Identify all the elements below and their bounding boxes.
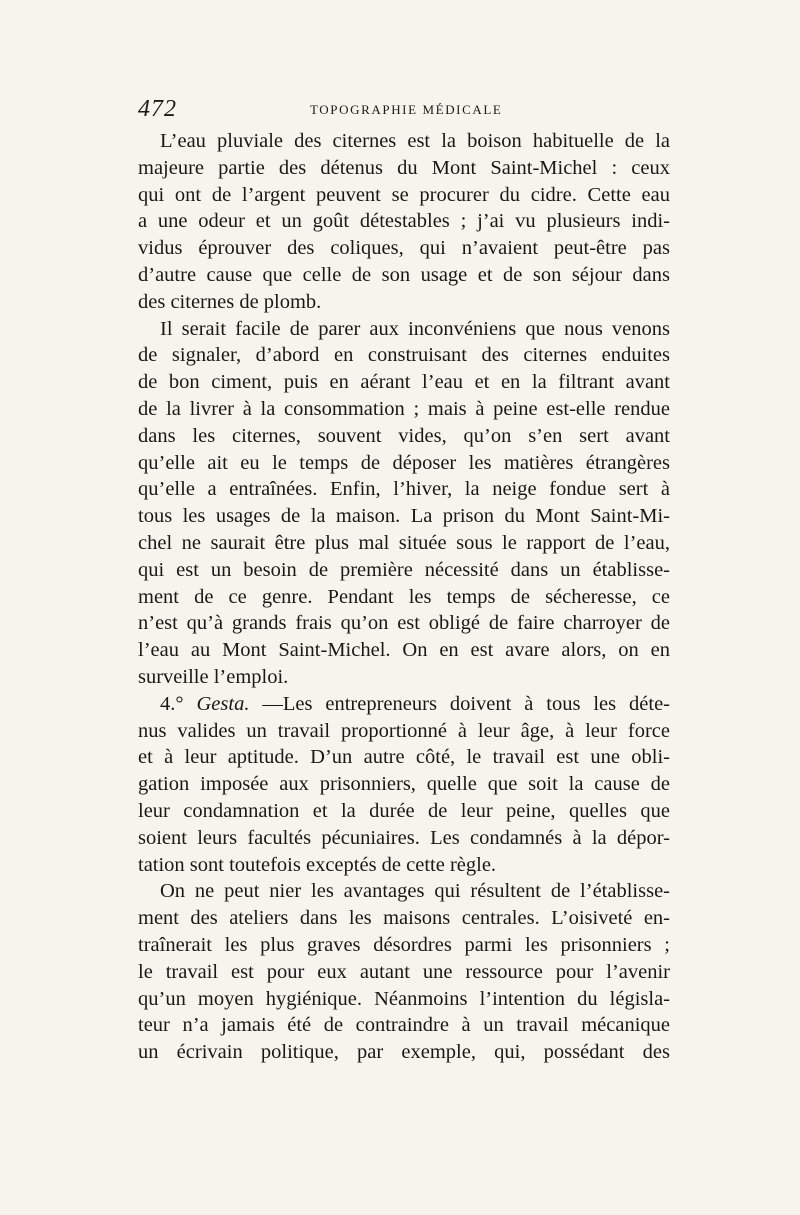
text-line: n’est qu’à grands frais qu’on est obligé de faire charroyer de	[138, 612, 670, 635]
section-title: Gesta.	[196, 692, 250, 715]
text-line: Il serait facile de parer aux inconvéniens que nous venons	[160, 317, 670, 340]
text-line: dans les citernes, souvent vides, qu’on s’en sert avant	[138, 424, 670, 447]
text-line: nus valides un travail proportionné à leur âge, à leur force	[138, 719, 670, 742]
text-line: tation sont toutefois exceptés de cette règle.	[138, 853, 497, 876]
text-line: qui est un besoin de première nécessité dans un établisse-	[138, 558, 670, 581]
text-line: traînerait les plus graves désordres parmi les prisonniers ;	[138, 933, 670, 956]
page-header	[138, 96, 668, 124]
section-dash: —	[262, 692, 283, 715]
text-line: de bon ciment, puis en aérant l’eau et en la filtrant avant	[138, 371, 670, 394]
text-line: majeure partie des détenus du Mont Saint-Michel : ceux	[138, 156, 670, 179]
text-line: qu’un moyen hygiénique. Néanmoins l’intention du législa-	[138, 987, 670, 1010]
text-line: tous les usages de la maison. La prison du Mont Saint-Mi-	[138, 505, 670, 528]
text-line: l’eau au Mont Saint-Michel. On en est avare alors, on en	[138, 639, 670, 662]
text-line: soient leurs facultés pécuniaires. Les condamnés à la dépor-	[138, 826, 670, 849]
text-line: teur n’a jamais été de contraindre à un travail mécanique	[138, 1014, 670, 1037]
text-line: surveille l’emploi.	[138, 665, 289, 688]
text-line: leur condamnation et la durée de leur peine, quelles que	[138, 799, 670, 822]
text-line: qu’elle a entraînées. Enfin, l’hiver, la neige fondue sert à	[138, 478, 670, 501]
body-text	[138, 128, 670, 1066]
text-line: et à leur aptitude. D’un autre côté, le travail est une obli-	[138, 746, 670, 769]
text-line: L’eau pluviale des citernes est la boison habituelle de la	[160, 130, 670, 152]
text-line: ment de ce genre. Pendant les temps de sécheresse, ce	[138, 585, 670, 608]
text-line: qui ont de l’argent peuvent se procurer du cidre. Cette eau	[138, 183, 670, 206]
text-line: un écrivain politique, par exemple, qui, possédant des	[138, 1041, 670, 1064]
text-line: qu’elle ait eu le temps de déposer les matières étrangères	[138, 451, 670, 474]
text-line: gation imposée aux prisonniers, quelle que soit la cause de	[138, 773, 670, 796]
section-number: 4.°	[160, 692, 184, 715]
text-line: des citernes de plomb.	[138, 290, 322, 313]
text-line: de signaler, d’abord en construisant des citernes enduites	[138, 344, 670, 367]
page-number: 472	[138, 96, 177, 122]
text-line: ment des ateliers dans les maisons centrales. L’oisiveté en-	[138, 907, 670, 930]
text-line: vidus éprouver des coliques, qui n’avaient peut-être pas	[138, 237, 670, 260]
text-line: le travail est pour eux autant une ressource pour l’avenir	[138, 960, 670, 983]
text-line: a une odeur et un goût détestables ; j’ai vu plusieurs indi-	[138, 210, 670, 233]
section-heading-line	[138, 691, 670, 718]
running-head: TOPOGRAPHIE MÉDICALE	[310, 102, 503, 117]
text-line: de la livrer à la consommation ; mais à peine est-elle rendue	[138, 397, 670, 420]
text-line: chel ne saurait être plus mal située sous le rapport de l’eau,	[138, 531, 670, 554]
section-first-line-text: Les entrepreneurs doivent à tous les déte-	[282, 692, 671, 715]
text-line: On ne peut nier les avantages qui résultent de l’établisse-	[160, 880, 670, 903]
text-line: d’autre cause que celle de son usage et de son séjour dans	[138, 263, 670, 286]
